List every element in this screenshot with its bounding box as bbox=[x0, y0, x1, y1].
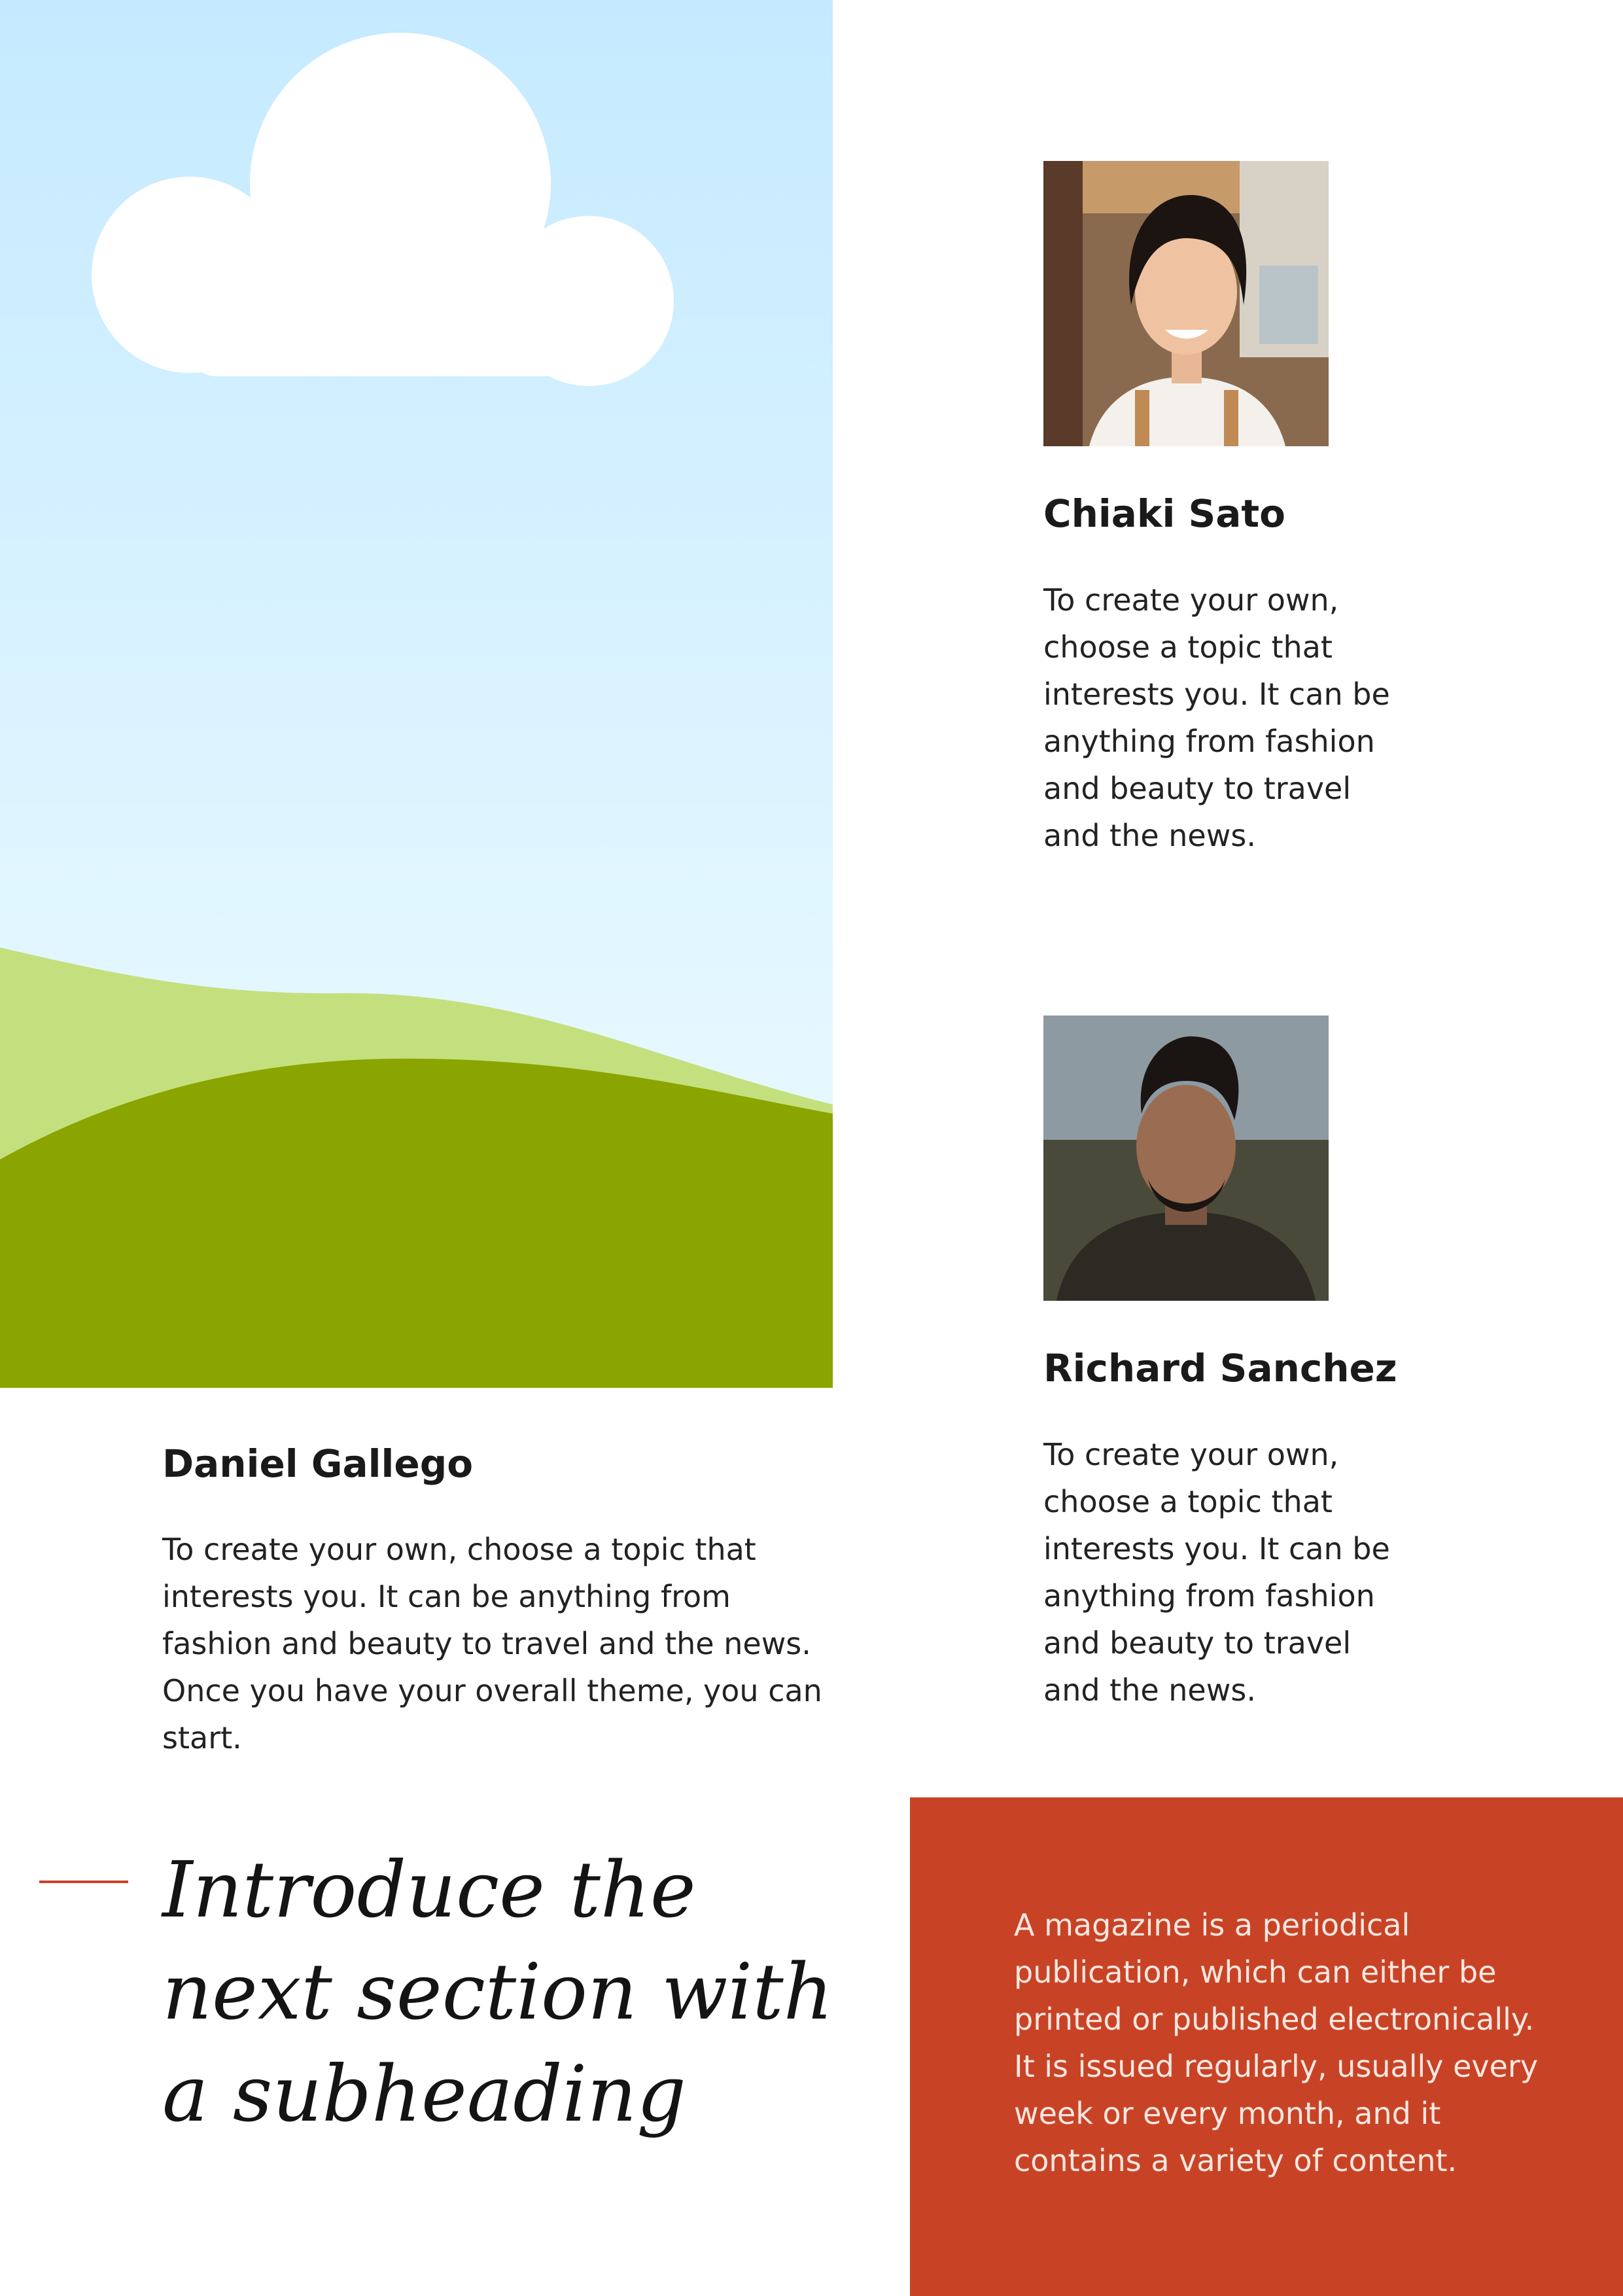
dark-hill bbox=[0, 1059, 833, 1388]
landscape-illustration bbox=[0, 0, 833, 1388]
accent-dash bbox=[39, 1881, 128, 1883]
chiaki-sato-photo bbox=[1043, 161, 1329, 446]
profile-name: Daniel Gallego bbox=[162, 1441, 474, 1486]
profile-bio: To create your own, choose a topic that interests you. It can be anything from fashion and beauty to travel and the news. Once you have your overall theme, you can start. bbox=[162, 1532, 822, 1756]
man-portrait-icon bbox=[1043, 1016, 1329, 1301]
sky-hills-cloud-graphic bbox=[0, 0, 833, 1388]
callout-text: A magazine is a periodical publication, which can either be printed or published electronically. It is issued regularly, usually every week or every month, and it contains a variety of content. bbox=[1014, 1907, 1539, 2178]
woman-portrait-icon bbox=[1043, 161, 1329, 446]
richard-sanchez-photo bbox=[1043, 1016, 1329, 1301]
profile-bio: To create your own, choose a topic that interests you. It can be anything from fashion and beauty to travel and the news. bbox=[1043, 582, 1390, 853]
profile-bio: To create your own, choose a topic that interests you. It can be anything from fashion and beauty to travel and the news. bbox=[1043, 1437, 1390, 1708]
section-subheading: Introduce the next section with a subheading bbox=[162, 1845, 833, 2139]
profile-name: Richard Sanchez bbox=[1043, 1346, 1397, 1390]
profile-name: Chiaki Sato bbox=[1043, 491, 1286, 536]
